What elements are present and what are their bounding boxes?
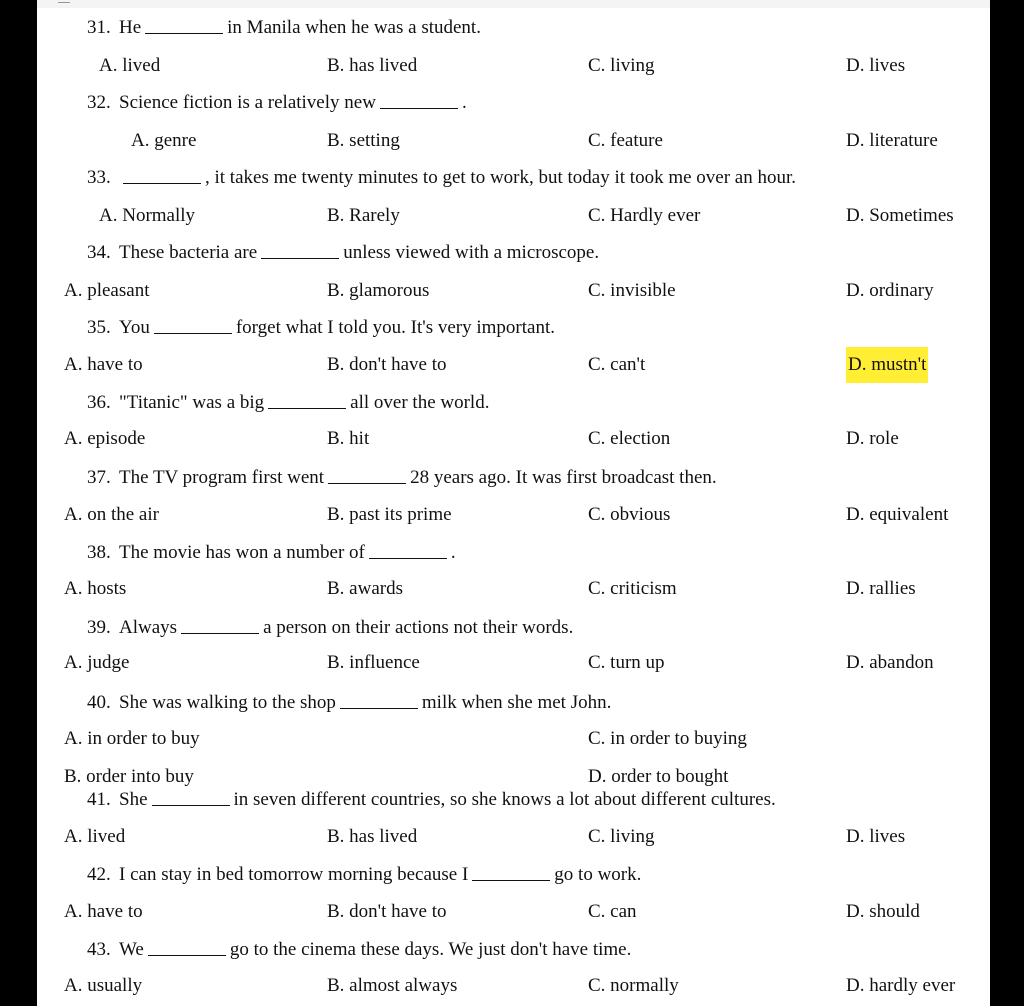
- options-row: [37, 123, 990, 159]
- question-number: 42.: [87, 864, 111, 885]
- options-row: [37, 347, 990, 383]
- question-text-before-blank: We: [119, 939, 144, 960]
- answer-option[interactable]: D. lives: [846, 55, 906, 76]
- question-text-before-blank: She was walking to the shop: [119, 692, 336, 713]
- question-text-after-blank: in Manila when he was a student.: [227, 17, 481, 38]
- question-35: [37, 310, 990, 346]
- answer-option[interactable]: D. ordinary: [846, 280, 934, 301]
- question-37: [37, 460, 990, 496]
- question-text-before-blank: These bacteria are: [119, 242, 258, 263]
- answer-option[interactable]: B. influence: [327, 652, 420, 673]
- answer-option[interactable]: D. role: [846, 428, 899, 449]
- question-number: 34.: [87, 242, 111, 263]
- options-row: [37, 48, 990, 84]
- answer-option[interactable]: C. obvious: [588, 504, 671, 525]
- answer-option[interactable]: A. have to: [64, 354, 143, 375]
- answer-option[interactable]: C. can: [588, 901, 637, 922]
- answer-option[interactable]: D. should: [846, 901, 920, 922]
- question-text-after-blank: in seven different countries, so she knows a lot about different cultures.: [233, 789, 776, 810]
- question-32: [37, 85, 990, 121]
- answer-option[interactable]: A. lived: [64, 826, 126, 847]
- options-row: [37, 198, 990, 234]
- question-number: 35.: [87, 317, 111, 338]
- question-text-after-blank: forget what I told you. It's very important.: [235, 317, 555, 338]
- question-36: [37, 385, 990, 421]
- answer-option[interactable]: B. past its prime: [327, 504, 452, 525]
- document-page: [37, 0, 990, 1006]
- answer-option[interactable]: A. judge: [64, 652, 130, 673]
- question-number: 38.: [87, 542, 111, 563]
- answer-option[interactable]: B. don't have to: [327, 354, 447, 375]
- options-row: [37, 273, 990, 309]
- answer-option[interactable]: B. setting: [327, 130, 400, 151]
- answer-option[interactable]: D. equivalent: [846, 504, 949, 525]
- question-34: [37, 235, 990, 271]
- question-text-after-blank: .: [450, 542, 456, 563]
- answer-option[interactable]: A. pleasant: [64, 280, 150, 301]
- question-text: [119, 610, 573, 646]
- answer-option[interactable]: B. awards: [327, 578, 403, 599]
- answer-option[interactable]: A. hosts: [64, 578, 127, 599]
- question-text-after-blank: unless viewed with a microscope.: [343, 242, 600, 263]
- question-text: [119, 85, 467, 121]
- answer-option[interactable]: C. normally: [588, 975, 679, 996]
- answer-option[interactable]: C. election: [588, 428, 671, 449]
- page-corner-mark: [58, 0, 70, 3]
- question-number: 36.: [87, 392, 111, 413]
- options-row: [37, 645, 990, 681]
- answer-blank: [380, 107, 458, 109]
- answer-option[interactable]: A. genre: [131, 130, 197, 151]
- answer-option[interactable]: D. literature: [846, 130, 938, 151]
- options-row: [37, 968, 990, 1004]
- question-31: [37, 10, 990, 46]
- answer-blank: [328, 482, 406, 484]
- options-row: [37, 819, 990, 855]
- answer-blank: [261, 257, 339, 259]
- question-text-after-blank: go to the cinema these days. We just don't have time.: [229, 939, 632, 960]
- question-text-after-blank: milk when she met John.: [421, 692, 612, 713]
- answer-option[interactable]: A. Normally: [99, 205, 196, 226]
- question-text-before-blank: "Titanic" was a big: [119, 392, 265, 413]
- answer-option[interactable]: A. in order to buy: [64, 728, 200, 749]
- question-number: 40.: [87, 692, 111, 713]
- options-row: [37, 721, 990, 757]
- page-top-strip: [37, 0, 990, 8]
- answer-option[interactable]: B. order into buy: [64, 766, 194, 787]
- question-number: 31.: [87, 17, 111, 38]
- question-text-before-blank: The movie has won a number of: [119, 542, 365, 563]
- question-text: [119, 10, 481, 46]
- question-38: [37, 535, 990, 571]
- answer-option[interactable]: C. invisible: [588, 280, 676, 301]
- question-text: [119, 460, 717, 496]
- answer-blank: [340, 707, 418, 709]
- answer-option[interactable]: D. order to bought: [588, 766, 729, 787]
- question-41: [37, 782, 990, 818]
- question-text-before-blank: The TV program first went: [119, 467, 325, 488]
- question-text: [119, 160, 796, 196]
- question-text: [119, 932, 631, 968]
- answer-blank: [123, 182, 201, 184]
- answer-blank: [154, 332, 232, 334]
- question-text-after-blank: a person on their actions not their words.: [263, 617, 574, 638]
- question-text-before-blank: I can stay in bed tomorrow morning because I: [119, 864, 469, 885]
- answer-option[interactable]: D. Sometimes: [846, 205, 954, 226]
- options-row: [37, 571, 990, 607]
- question-text: [119, 782, 776, 818]
- answer-option[interactable]: B. glamorous: [327, 280, 430, 301]
- question-text: [119, 535, 456, 571]
- question-33: [37, 160, 990, 196]
- question-number: 37.: [87, 467, 111, 488]
- answer-option[interactable]: B. Rarely: [327, 205, 400, 226]
- answer-option[interactable]: C. turn up: [588, 652, 665, 673]
- answer-option[interactable]: C. can't: [588, 354, 646, 375]
- answer-option[interactable]: A. on the air: [64, 504, 159, 525]
- answer-blank: [472, 879, 550, 881]
- answer-blank: [181, 632, 259, 634]
- question-number: 33.: [87, 167, 111, 188]
- question-text: [119, 685, 611, 721]
- answer-blank: [268, 407, 346, 409]
- question-text-after-blank: 28 years ago. It was first broadcast then.: [410, 467, 717, 488]
- question-text: [119, 857, 641, 893]
- options-row: [37, 894, 990, 930]
- answer-option[interactable]: C. living: [588, 55, 655, 76]
- question-text-after-blank: , it takes me twenty minutes to get to work, but today it took me over an hour.: [205, 167, 797, 188]
- question-text-before-blank: She: [119, 789, 148, 810]
- answer-option[interactable]: A. have to: [64, 901, 143, 922]
- question-text-after-blank: .: [461, 92, 467, 113]
- question-text-before-blank: Always: [119, 617, 178, 638]
- answer-option[interactable]: D. rallies: [846, 578, 916, 599]
- options-row: [37, 421, 990, 457]
- question-40: [37, 685, 990, 721]
- question-text-before-blank: Science fiction is a relatively new: [119, 92, 376, 113]
- answer-blank: [152, 804, 230, 806]
- question-39: [37, 610, 990, 646]
- answer-option[interactable]: C. criticism: [588, 578, 677, 599]
- answer-option[interactable]: A. usually: [64, 975, 143, 996]
- question-number: 41.: [87, 789, 111, 810]
- question-text-before-blank: You: [119, 317, 150, 338]
- answer-option[interactable]: A. episode: [64, 428, 146, 449]
- question-number: 39.: [87, 617, 111, 638]
- answer-option[interactable]: B. has lived: [327, 55, 418, 76]
- question-text-after-blank: go to work.: [554, 864, 642, 885]
- answer-option[interactable]: B. don't have to: [327, 901, 447, 922]
- question-43: [37, 932, 990, 968]
- answer-blank: [145, 32, 223, 34]
- question-text-after-blank: all over the world.: [350, 392, 490, 413]
- answer-option[interactable]: C. feature: [588, 130, 663, 151]
- question-text: [119, 235, 599, 271]
- answer-option[interactable]: A. lived: [99, 55, 161, 76]
- answer-option[interactable]: D. abandon: [846, 652, 934, 673]
- answer-blank: [148, 954, 226, 956]
- answer-blank: [369, 557, 447, 559]
- question-42: [37, 857, 990, 893]
- question-text-before-blank: He: [119, 17, 142, 38]
- answer-option[interactable]: B. almost always: [327, 975, 458, 996]
- question-text: [119, 310, 555, 346]
- options-row: [37, 497, 990, 533]
- answer-option[interactable]: C. Hardly ever: [588, 205, 701, 226]
- answer-option[interactable]: B. has lived: [327, 826, 418, 847]
- answer-option[interactable]: D. lives: [846, 826, 906, 847]
- highlighted-answer-option[interactable]: D. mustn't: [846, 347, 928, 383]
- question-number: 32.: [87, 92, 111, 113]
- answer-option[interactable]: C. in order to buying: [588, 728, 747, 749]
- answer-option[interactable]: D. hardly ever: [846, 975, 956, 996]
- question-text: [119, 385, 489, 421]
- answer-option[interactable]: C. living: [588, 826, 655, 847]
- answer-option[interactable]: B. hit: [327, 428, 370, 449]
- question-number: 43.: [87, 939, 111, 960]
